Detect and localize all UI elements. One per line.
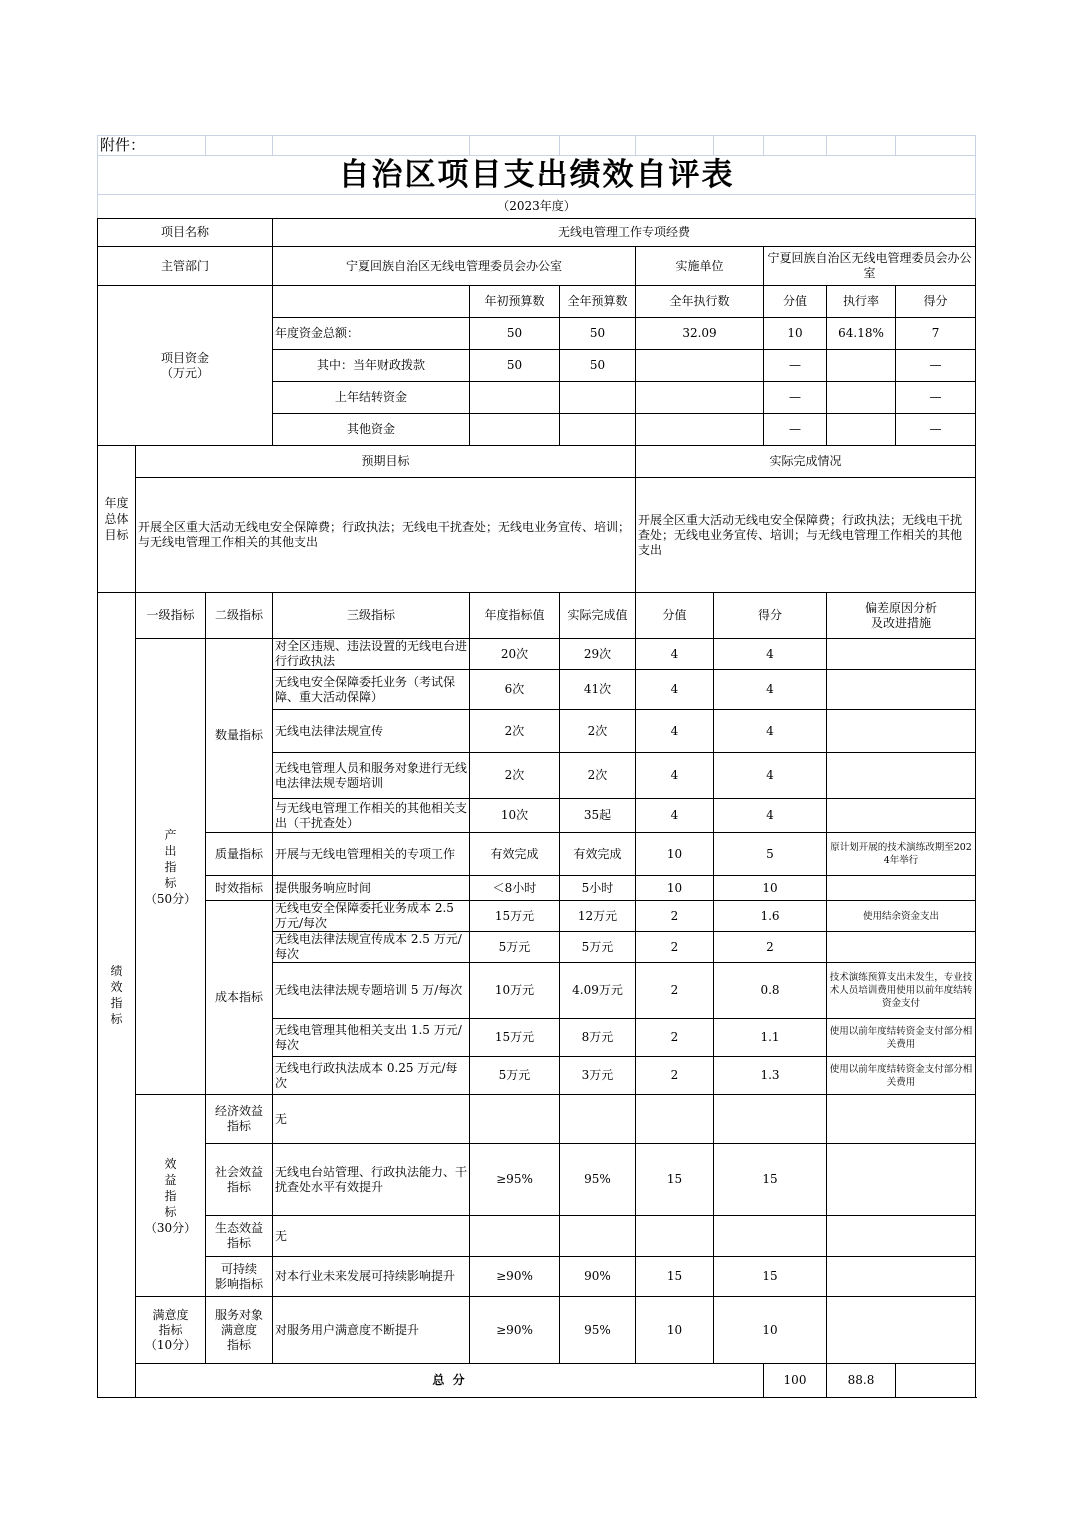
score-value: 4 [636,710,714,753]
funds-row-name: 上年结转资金 [273,382,470,414]
table-row: 开展与无线电管理相关的专项工作 [273,833,470,876]
table-row: 与无线电管理工作相关的其他相关支出（干扰查处） [273,799,470,833]
table-row: 无线电安全保障委托业务成本 2.5 万元/每次 [273,901,470,932]
target-value: 15万元 [470,901,560,932]
quantity-label: 数量指标 [206,639,273,833]
indicator-header: 三级指标 [273,593,470,639]
funds-cell: 64.18% [827,318,896,350]
actual-value: 2次 [560,753,636,799]
got-value: 4 [714,710,827,753]
indicator-header: 得分 [714,593,827,639]
satisfaction-indicator-label: 满意度 指标 （10分） [136,1297,206,1364]
target-value: 10万元 [470,963,560,1019]
funds-cell [827,414,896,446]
actual-value: 12万元 [560,901,636,932]
got-value: 4 [714,753,827,799]
score-value: 4 [636,799,714,833]
got-value: 1.6 [714,901,827,932]
target-value: 20次 [470,639,560,670]
note-value [827,753,976,799]
unit-label: 实施单位 [636,247,764,286]
funds-cell [560,382,636,414]
score-value: 15 [636,1257,714,1297]
actual-value: 90% [560,1257,636,1297]
total-note [896,1364,976,1398]
target-value: 5万元 [470,932,560,963]
actual-value [560,1095,636,1144]
score-value: 2 [636,963,714,1019]
funds-cell [470,414,560,446]
funds-cell: 10 [764,318,827,350]
note-value [827,932,976,963]
project-name-label: 项目名称 [98,219,273,247]
target-value [470,1095,560,1144]
note-value [827,670,976,710]
table-row: 对本行业未来发展可持续影响提升 [273,1257,470,1297]
got-value: 5 [714,833,827,876]
note-value [827,710,976,753]
got-value: 4 [714,799,827,833]
note-value [827,1144,976,1216]
dept-label: 主管部门 [98,247,273,286]
funds-cell [827,382,896,414]
sustain-label: 可持续 影响指标 [206,1257,273,1297]
got-value [714,1095,827,1144]
table-row: 无 [273,1095,470,1144]
target-value: ≥90% [470,1257,560,1297]
economic-label: 经济效益 指标 [206,1095,273,1144]
actual-result-label: 实际完成情况 [636,446,976,478]
note-value: 使用以前年度结转资金支付部分相关费用 [827,1019,976,1057]
total-got: 88.8 [827,1364,896,1398]
indicator-header: 实际完成值 [560,593,636,639]
score-value: 4 [636,753,714,799]
got-value: 4 [714,639,827,670]
indicator-header: 偏差原因分析 及改进措施 [827,593,976,639]
goals-label: 年度 总体 目标 [98,446,136,593]
target-value: 2次 [470,753,560,799]
got-value: 0.8 [714,963,827,1019]
got-value: 10 [714,1297,827,1364]
funds-header: 分值 [764,286,827,318]
table-row: 无线电台站管理、行政执法能力、干扰查处水平有效提升 [273,1144,470,1216]
expected-goal-text: 开展全区重大活动无线电安全保障费；行政执法；无线电干扰查处；无线电业务宣传、培训；与无线电管理工作相关的其他支出 [136,478,636,593]
actual-value: 95% [560,1144,636,1216]
table-row: 提供服务响应时间 [273,876,470,901]
target-value [470,1216,560,1257]
funds-cell: — [896,414,976,446]
actual-value: 3万元 [560,1057,636,1095]
indicator-header: 二级指标 [206,593,273,639]
funds-row-name: 其中：当年财政拨款 [273,350,470,382]
funds-cell [636,382,764,414]
target-value: 5万元 [470,1057,560,1095]
table-row: 无线电法律法规宣传成本 2.5 万元/每次 [273,932,470,963]
note-value [827,1095,976,1144]
got-value: 15 [714,1144,827,1216]
performance-form [97,135,975,1398]
funds-cell: — [764,350,827,382]
funds-cell [636,414,764,446]
expected-goal-label: 预期目标 [136,446,636,478]
got-value: 1.1 [714,1019,827,1057]
got-value: 4 [714,670,827,710]
target-value: ≥95% [470,1144,560,1216]
funds-cell [470,382,560,414]
dept-value: 宁夏回族自治区无线电管理委员会办公室 [273,247,636,286]
funds-header: 得分 [896,286,976,318]
total-score: 100 [764,1364,827,1398]
actual-value: 4.09万元 [560,963,636,1019]
note-value [827,1216,976,1257]
funds-cell: 50 [560,350,636,382]
indicator-header: 一级指标 [136,593,206,639]
actual-value: 5万元 [560,932,636,963]
table-row: 对全区违规、违法设置的无线电台进行行政执法 [273,639,470,670]
funds-cell: 50 [470,350,560,382]
funds-cell [636,350,764,382]
score-value: 10 [636,1297,714,1364]
actual-result-text: 开展全区重大活动无线电安全保障费；行政执法；无线电干扰查处；无线电业务宣传、培训；与无线电管理工作相关的其他支出 [636,478,976,593]
funds-row-name: 其他资金 [273,414,470,446]
table-row: 无线电安全保障委托业务（考试保障、重大活动保障） [273,670,470,710]
funds-header: 执行率 [827,286,896,318]
note-value: 使用以前年度结转资金支付部分相关费用 [827,1057,976,1095]
note-value [827,876,976,901]
quality-label: 质量指标 [206,833,273,876]
got-value: 1.3 [714,1057,827,1095]
attachment-label: 附件： [98,136,206,156]
target-value: 6次 [470,670,560,710]
got-value: 10 [714,876,827,901]
score-value: 2 [636,932,714,963]
actual-value: 29次 [560,639,636,670]
actual-value: 5小时 [560,876,636,901]
got-value: 2 [714,932,827,963]
score-value: 4 [636,670,714,710]
actual-value [560,1216,636,1257]
actual-value: 2次 [560,710,636,753]
indicator-header: 年度指标值 [470,593,560,639]
score-value: 15 [636,1144,714,1216]
funds-header: 全年执行数 [636,286,764,318]
funds-cell: — [764,382,827,414]
score-value: 10 [636,833,714,876]
total-label: 总 分 [136,1364,764,1398]
got-value [714,1216,827,1257]
table-row: 无 [273,1216,470,1257]
actual-value: 8万元 [560,1019,636,1057]
funds-cell [827,350,896,382]
score-value [636,1216,714,1257]
funds-cell: — [896,350,976,382]
target-value: 10次 [470,799,560,833]
target-value: 15万元 [470,1019,560,1057]
eco-label: 生态效益 指标 [206,1216,273,1257]
funds-cell: — [764,414,827,446]
page-title: 自治区项目支出绩效自评表 [98,156,976,195]
table-row: 对服务用户满意度不断提升 [273,1297,470,1364]
score-value: 10 [636,876,714,901]
benefit-indicator-label: 效 益 指 标 （30分） [136,1095,206,1297]
output-indicator-label: 产 出 指 标 （50分） [136,639,206,1095]
service-label: 服务对象 满意度 指标 [206,1297,273,1364]
note-value: 原计划开展的技术演练改期至2024年举行 [827,833,976,876]
score-value: 2 [636,1019,714,1057]
target-value: 2次 [470,710,560,753]
note-value: 使用结余资金支出 [827,901,976,932]
funds-cell: 50 [470,318,560,350]
cost-label: 成本指标 [206,901,273,1095]
indicator-header: 分值 [636,593,714,639]
table-row: 无线电管理人员和服务对象进行无线电法律法规专题培训 [273,753,470,799]
table-row: 无线电法律法规专题培训 5 万/每次 [273,963,470,1019]
unit-value: 宁夏回族自治区无线电管理委员会办公室 [764,247,976,286]
funds-cell [560,414,636,446]
note-value [827,1257,976,1297]
funds-header: 年初预算数 [470,286,560,318]
table-row: 无线电法律法规宣传 [273,710,470,753]
score-value: 2 [636,901,714,932]
score-value: 4 [636,639,714,670]
note-value [827,639,976,670]
funds-row-name: 年度资金总额： [273,318,470,350]
score-value [636,1095,714,1144]
social-label: 社会效益 指标 [206,1144,273,1216]
actual-value: 95% [560,1297,636,1364]
funds-label: 项目资金 （万元） [98,286,273,446]
note-value [827,799,976,833]
project-name: 无线电管理工作专项经费 [273,219,976,247]
funds-cell: 7 [896,318,976,350]
header-table [97,135,976,219]
target-value: ＜8小时 [470,876,560,901]
funds-cell: 50 [560,318,636,350]
note-value: 技术演练预算支出未发生，专业技术人员培训费用使用以前年度结转资金支付 [827,963,976,1019]
time-label: 时效指标 [206,876,273,901]
target-value: 有效完成 [470,833,560,876]
note-value [827,1297,976,1364]
actual-value: 有效完成 [560,833,636,876]
main-table [97,218,976,1398]
score-value: 2 [636,1057,714,1095]
target-value: ≥90% [470,1297,560,1364]
indicators-label: 绩 效 指 标 [98,593,136,1398]
funds-cell: — [896,382,976,414]
funds-header: 全年预算数 [560,286,636,318]
year-label: （2023年度） [98,195,976,219]
table-row: 无线电管理其他相关支出 1.5 万元/每次 [273,1019,470,1057]
funds-cell: 32.09 [636,318,764,350]
actual-value: 41次 [560,670,636,710]
actual-value: 35起 [560,799,636,833]
table-row: 无线电行政执法成本 0.25 万元/每次 [273,1057,470,1095]
got-value: 15 [714,1257,827,1297]
